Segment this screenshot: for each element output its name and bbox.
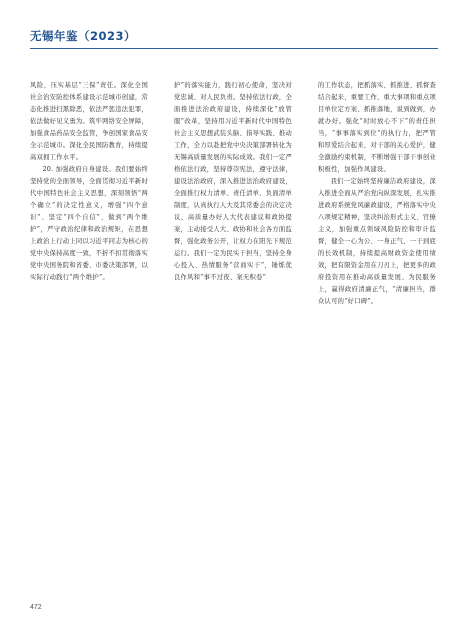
running-header-title: 无锡年鉴（2023）	[30, 29, 137, 43]
paragraph: 我们一定始终坚持廉洁政府建设，深入推进全面从严治党向纵深发展，扎实推进政府系统党风廉政建设，严格落实中央八项规定精神，坚决纠治形式主义、官僚主义，加强重点领域风险防控和审计监督，健全一心为公、一身正气、一干到底的长效机制，持续提高财政资金使用绩效，把有限资金用在刀刃上，把更多的政府投资用在推动高质量发展、为民服务上，赢得政府清廉正气，“清廉担当，群众认可的“好口碑”。	[318, 178, 436, 305]
text-column-middle	[174, 80, 292, 284]
text-column-right	[318, 80, 436, 308]
header-divider	[30, 48, 438, 49]
paragraph: 护”的落实能力，践行初心使命，坚决对党忠诚、对人民负责。坚持依法行政，全面推进法治政府建设，持续深化“放管服”改革，坚持用习近平新时代中国特色社会主义思想武装头脑、指导实践、推动工作，全力以赴把党中央决策部署转化为无锡高质量发展的实际成效。我们一定严格依法行政，坚持尊崇宪法，遵守法律，建设法治政府，深入推进法治政府建设，全面推行权力清单、责任清单、负面清单制度，认真执行人大及其常委会的决定决议，高质量办好人大代表建议和政协提案，主动接受人大、政协和社会各方面监督，强化政务公开，让权力在阳光下规范运行。我们一定为民实干担当，坚持全身心投入、热情服务“营商实干”，锤炼优良作风和“事不过夜、案无积卷”	[174, 82, 292, 281]
page-number: 472	[30, 604, 42, 611]
paragraph: 20. 加强政府自身建设。我们要始终坚持党的全面领导，全面贯彻习近平新时代中国特色社会主义思想，深刻领悟“两个确立”的决定性意义，增强“四个意识”、坚定“四个自信”、做到“两个维护”，严守政治纪律和政治规矩，在思想上政治上行动上同以习近平同志为核心的党中央保持高度一致，不折不扣贯彻落实党中央国务院和省委、市委决策部署，以实际行动践行“两个维护”。	[30, 166, 148, 281]
text-column-left	[30, 80, 148, 284]
paragraph: 的工作状态，把抓落实、抓推进、抓督查结合起来，重要工作、重大事项和重点项目单位定方案、抓推落地，说到做到，办就办好。强化“时时放心不下”的责任担当，“事事落实到位”的执行力，把严管和厚爱结合起来，对干部的关心爱护，健全激励约束机制，不断增强干部干事创业积极性，加强作风建设。	[318, 82, 436, 173]
paragraph: 风险，压实基层“三保”责任。深化全国社会治安防控体系建设示范城市创建，常态化推进扫黑除恶，依法严惩违法犯罪，依法做好见义勇为。筑牢网络安全屏障，加强食品药品安全监管，争创国家食品安全示范城市。深化全民国防教育，持续提高双拥工作水平。	[30, 82, 148, 161]
